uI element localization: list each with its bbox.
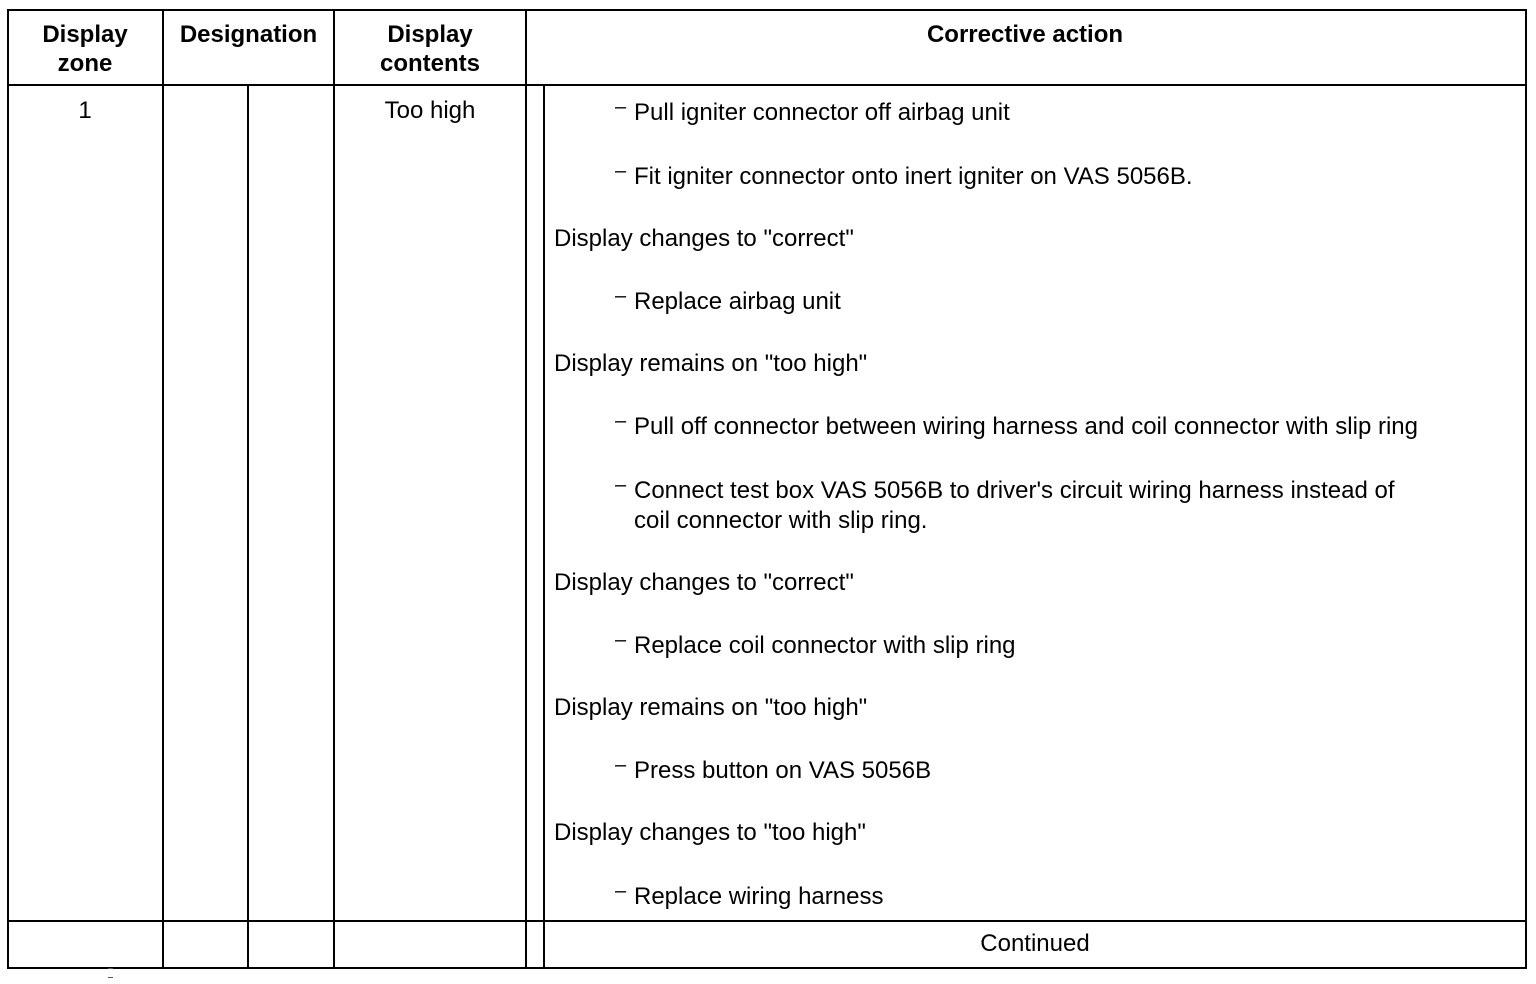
dash-bullet-icon: – (615, 629, 627, 651)
dash-bullet-icon: – (615, 474, 627, 496)
header-display-contents: Display contents (379, 21, 480, 77)
header-display-zone: Display zone (42, 21, 128, 77)
col-divider-zone (162, 9, 164, 969)
dash-bullet-icon: – (615, 754, 627, 776)
table-bottom-border (7, 967, 1527, 969)
action-step-text: Press button on VAS 5056B (634, 757, 932, 784)
action-step-text: Fit igniter connector onto inert igniter on VAS 5056B. (634, 163, 1193, 190)
action-step-text-continuation: coil connector with slip ring. (634, 507, 928, 534)
header-designation: Designation (179, 21, 318, 48)
action-step-text: Pull off connector between wiring harness and coil connector with slip ring (634, 413, 1418, 440)
action-outcome: Display remains on "too high" (554, 350, 868, 377)
action-outcome: Display changes to "correct" (554, 225, 854, 252)
action-step-text: Replace airbag unit (634, 288, 841, 315)
action-outcome: Display changes to "too high" (554, 819, 866, 846)
dash-bullet-icon: – (615, 160, 627, 182)
body-bottom-border (7, 920, 1527, 922)
header-bottom-border (7, 84, 1527, 86)
dash-bullet-icon: – (615, 96, 627, 118)
table-right-border (1525, 9, 1527, 969)
action-outcome: Display changes to "correct" (554, 569, 854, 596)
table-top-border (7, 9, 1527, 11)
footnote-mark-icon (108, 968, 113, 978)
table-left-border (7, 9, 9, 969)
header-corrective-action: Corrective action (926, 21, 1124, 48)
col-divider-designation-inner (247, 84, 249, 969)
col-divider-designation (333, 9, 335, 969)
action-step-text: Pull igniter connector off airbag unit (634, 99, 1010, 126)
action-step-text: Replace wiring harness (634, 883, 884, 910)
cell-display-zone: 1 (78, 97, 92, 124)
action-step-text: Connect test box VAS 5056B to driver's circuit wiring harness instead of (634, 477, 1395, 504)
action-step-text: Replace coil connector with slip ring (634, 632, 1016, 659)
cell-display-contents: Too high (384, 97, 476, 124)
continued-label: Continued (980, 930, 1090, 957)
action-outcome: Display remains on "too high" (554, 694, 868, 721)
dash-bullet-icon: – (615, 410, 627, 432)
dash-bullet-icon: – (615, 880, 627, 902)
col-divider-action-inner (543, 84, 545, 969)
col-divider-contents (525, 9, 527, 969)
dash-bullet-icon: – (615, 285, 627, 307)
